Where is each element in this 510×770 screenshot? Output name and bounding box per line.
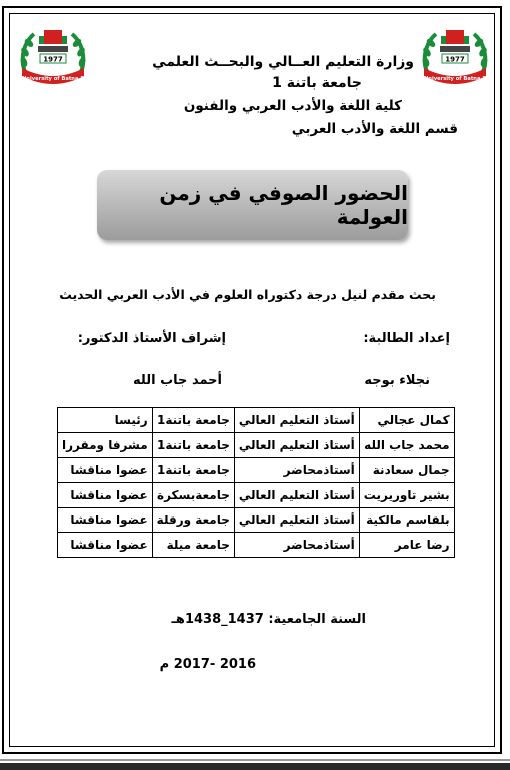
department-heading: قسم اللغة والأدب العربي xyxy=(291,121,458,137)
degree-line: بحث مقدم لنيل درجة دكتوراه العلوم في الأدب العربي الحديث xyxy=(59,287,436,302)
committee-member-role: عضوا مناقشا xyxy=(58,508,153,533)
committee-member-rank: أستاذمحاضر xyxy=(234,458,359,483)
committee-member-rank: أستاذ التعليم العالي xyxy=(234,483,359,508)
table-row xyxy=(58,533,455,558)
committee-member-name: بشير تاوريريت xyxy=(359,483,454,508)
committee-member-role: عضوا مناقشا xyxy=(58,483,153,508)
committee-member-rank: أستاذمحاضر xyxy=(234,533,359,558)
committee-member-role: عضوا مناقشا xyxy=(58,533,153,558)
committee-member-rank: أستاذ التعليم العالي xyxy=(234,433,359,458)
committee-member-name: محمد جاب الله xyxy=(359,433,454,458)
committee-member-university: جامعة باتنة1 xyxy=(152,408,234,433)
table-row xyxy=(58,408,455,433)
table-row xyxy=(58,458,455,483)
university-seal-icon xyxy=(418,24,492,88)
thesis-title-box xyxy=(97,170,408,240)
bottom-bar-light xyxy=(0,759,510,761)
table-row xyxy=(58,483,455,508)
student-name: نجلاء بوجه xyxy=(364,373,430,388)
committee-member-university: جامعة باتنة1 xyxy=(152,458,234,483)
committee-member-role: عضوا مناقشا xyxy=(58,458,153,483)
svg-text:University of Batna 1: University of Batna 1 xyxy=(424,76,486,82)
svg-text:1977: 1977 xyxy=(445,55,465,64)
committee-member-university: جامعة ورقلة xyxy=(152,508,234,533)
supervised-by-label: إشراف الأستاذ الدكتور: xyxy=(77,331,226,346)
committee-member-rank: أستاذ التعليم العالي xyxy=(234,408,359,433)
supervisor-name: أحمد جاب الله xyxy=(133,373,222,388)
committee-member-name: كمال عجالي xyxy=(359,408,454,433)
academic-year: السنة الجامعية: 1437_1438هـ xyxy=(171,612,366,627)
gregorian-year: 2016 -2017 م xyxy=(159,657,256,672)
thesis-title: الحضور الصوفي في زمن العولمة xyxy=(159,181,408,229)
committee-member-university: جامعة باتنة1 xyxy=(152,433,234,458)
svg-text:University of Batna 1: University of Batna 1 xyxy=(22,76,84,82)
committee-member-name: جمال سعادنة xyxy=(359,458,454,483)
faculty-heading: كلية اللغة والأدب العربي والفنون xyxy=(183,98,402,114)
committee-member-rank: أستاذ التعليم العالي xyxy=(234,508,359,533)
ministry-heading: وزارة التعليم العــالي والبحــث العلمي xyxy=(152,54,414,70)
svg-text:1977: 1977 xyxy=(43,55,63,64)
committee-member-name: بلقاسم مالكية xyxy=(359,508,454,533)
committee-member-university: جامعةبسكرة xyxy=(152,483,234,508)
committee-table xyxy=(57,407,455,558)
table-row xyxy=(58,433,455,458)
university-heading: جامعة باتنة 1 xyxy=(272,75,362,91)
committee-member-role: رئيسا xyxy=(58,408,153,433)
committee-member-name: رضا عامر xyxy=(359,533,454,558)
committee-member-university: جامعة ميلة xyxy=(152,533,234,558)
committee-member-role: مشرفا ومقررا xyxy=(58,433,153,458)
bottom-bar xyxy=(0,763,510,770)
prepared-by-label: إعداد الطالبة: xyxy=(363,331,450,346)
university-seal-icon xyxy=(16,24,90,88)
table-row xyxy=(58,508,455,533)
